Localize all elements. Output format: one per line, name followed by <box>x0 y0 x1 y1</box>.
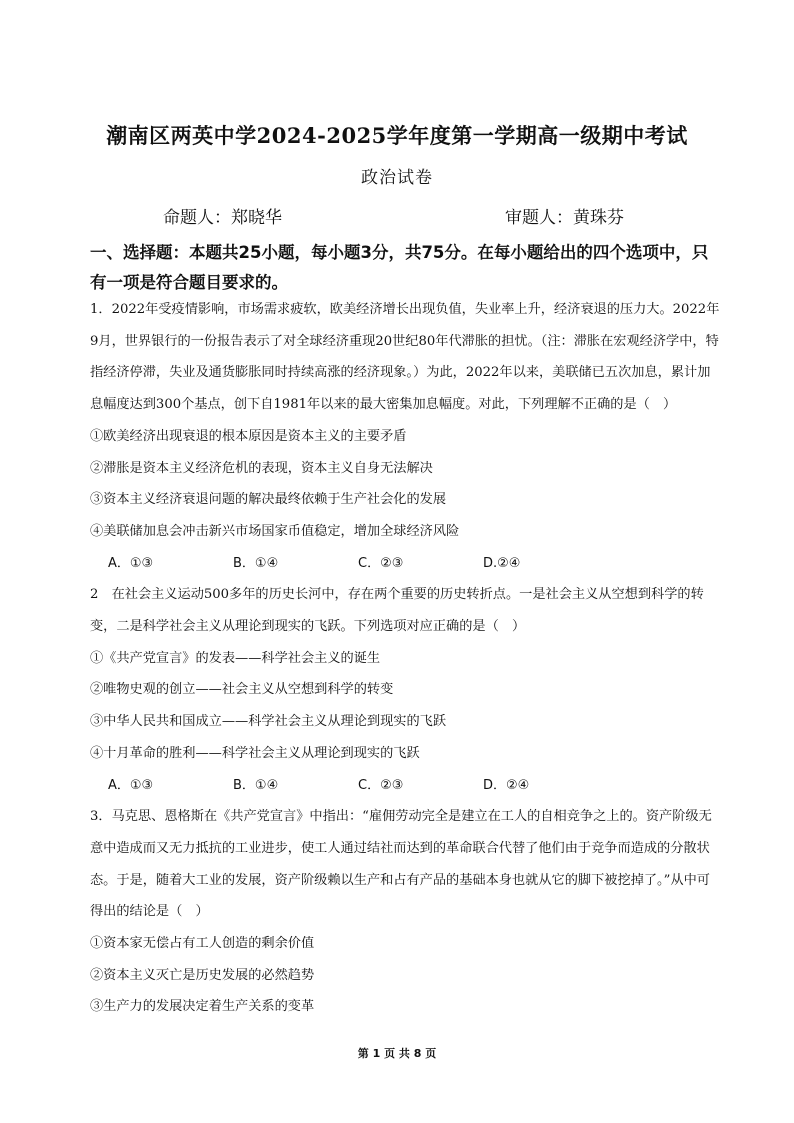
question-2-option-c[interactable]: C．②③ <box>358 777 404 793</box>
question-2-option-a[interactable]: A．①③ <box>108 777 154 793</box>
question-1-option-a[interactable]: A．①③ <box>108 555 154 571</box>
question-2-option-d[interactable]: D．②④ <box>483 777 530 793</box>
question-3-item-1: ①资本家无偿占有工人创造的剩余价值 <box>90 936 315 952</box>
question-2-options <box>90 770 720 802</box>
question-3-item-2: ②资本主义灭亡是历史发展的必然趋势 <box>90 967 315 983</box>
question-1-item-4: ④美联储加息会冲击新兴市场国家币值稳定，增加全球经济风险 <box>90 523 460 539</box>
question-reviewer: 审题人：黄珠芬 <box>505 208 624 228</box>
question-1-option-c[interactable]: C．②③ <box>358 555 404 571</box>
question-2-item-4: ④十月革命的胜利——科学社会主义从理论到现实的飞跃 <box>90 745 420 761</box>
question-1-option-d[interactable]: D.②④ <box>483 555 521 571</box>
question-2-item-2: ②唯物史观的创立——社会主义从空想到科学的转变 <box>90 682 394 698</box>
question-1-item-2: ②滞胀是资本主义经济危机的表现，资本主义自身无法解决 <box>90 460 433 476</box>
question-list <box>90 294 720 1023</box>
question-3-stem: 3．马克思、恩格斯在《共产党宣言》中指出：“雇佣劳动完全是建立在工人的自相竞争之上的。资产阶级无意中造成而又无力抵抗的工业进步，使工人通过结社而达到的革命联合代替了他们由于竞争而造成的分散状态。于是，随着大工业的发展，资产阶级赖以生产和占有产品的基础本身也就从它的脚下被挖掉了。”从中可得出的结论是（ ） <box>90 809 712 920</box>
question-author: 命题人：郑晓华 <box>163 208 282 228</box>
exam-title: 潮南区两英中学2024-2025学年度第一学期高一级期中考试 <box>106 123 688 148</box>
question-2-item-3: ③中华人民共和国成立——科学社会主义从理论到现实的飞跃 <box>90 714 447 730</box>
question-2-option-b[interactable]: B．①④ <box>233 777 279 793</box>
question-2-item-1: ①《共产党宣言》的发表——科学社会主义的诞生 <box>90 650 381 666</box>
section-heading: 一、选择题：本题共25小题，每小题3分，共75分。在每小题给出的四个选项中，只有一项是符合题目要求的。 <box>90 243 709 292</box>
question-1-item-3: ③资本主义经济衰退问题的解决最终依赖于生产社会化的发展 <box>90 492 447 508</box>
exam-subject: 政治试卷 <box>361 168 433 188</box>
question-1-options <box>90 548 720 580</box>
page-footer: 第 1 页 共 8 页 <box>357 1047 437 1060</box>
question-1-option-b[interactable]: B．①④ <box>233 555 279 571</box>
question-2-stem: 2 在社会主义运动500多年的历史长河中，存在两个重要的历史转折点。一是社会主义从空想到科学的转变，二是科学社会主义从理论到现实的飞跃。下列选项对应正确的是（ ） <box>90 587 704 635</box>
question-3-item-3: ③生产力的发展决定着生产关系的变革 <box>90 999 315 1015</box>
question-1-stem: 1．2022年受疫情影响，市场需求疲软，欧美经济增长出现负值，失业率上升，经济衰退的压力大。2022年9月，世界银行的一份报告表示了对全球经济重现20世纪80年代滞胀的担忧。（注：滞胀在宏观经济学中，特指经济停滞，失业及通货膨胀同时持续高涨的经济现象。）为此，2022年以来，美联储已五次加息，累计加息幅度达到300个基点，创下自1981年以来的最大密集加息幅度。对此，下列理解不正确的是（ ） <box>90 302 720 413</box>
question-1-item-1: ①欧美经济出现衰退的根本原因是资本主义的主要矛盾 <box>90 428 407 444</box>
author-row <box>0 203 794 227</box>
